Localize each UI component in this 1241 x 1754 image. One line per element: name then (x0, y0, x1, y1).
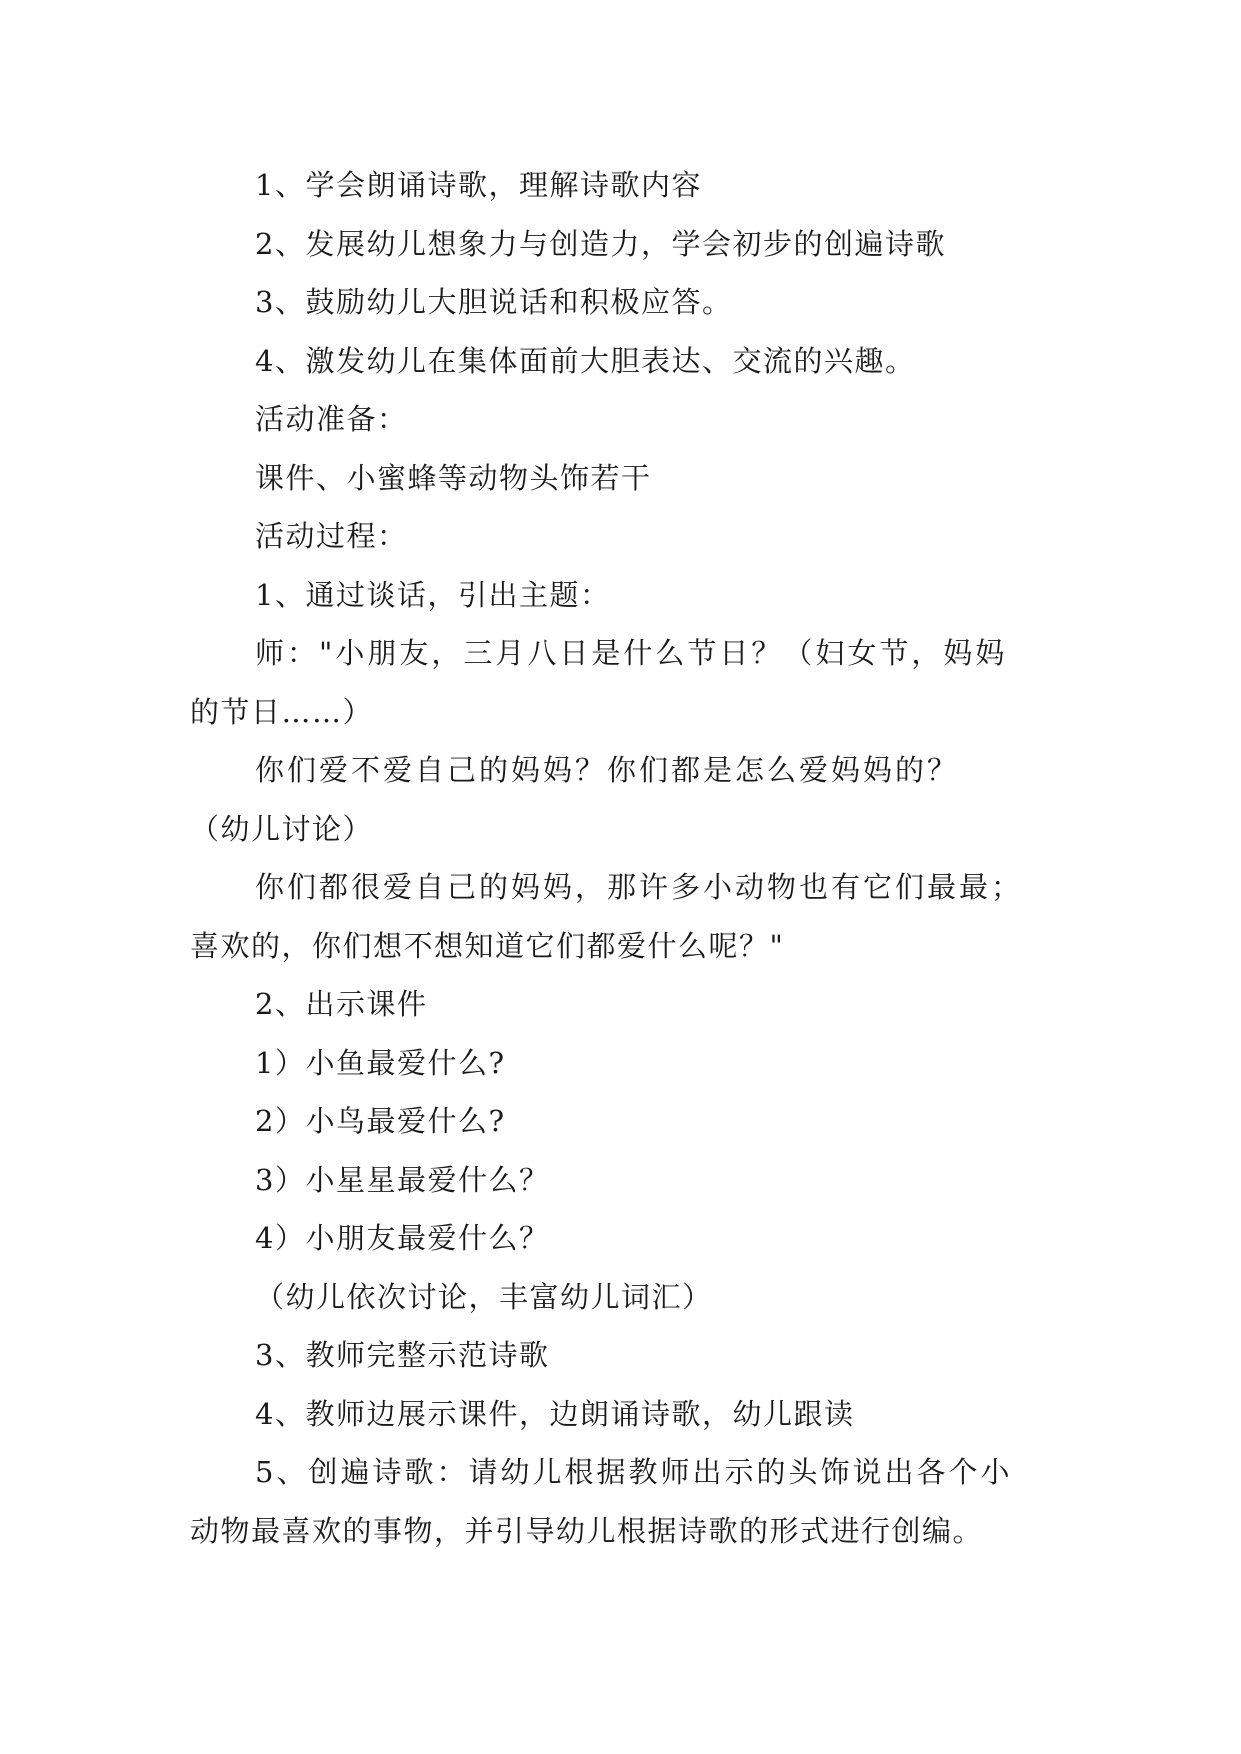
objective-3: 3、鼓励幼儿大胆说话和积极应答。 (255, 285, 733, 319)
step-5-line-1: 5、创遍诗歌：请幼儿根据教师出示的头饰说出各个小 (255, 1455, 1013, 1489)
section-heading-process: 活动过程： (255, 519, 408, 553)
question-child: 4）小朋友最爱什么？ (255, 1221, 550, 1255)
step-1-heading: 1、通过谈话，引出主题： (255, 578, 611, 612)
question-star: 3）小星星最爱什么？ (255, 1163, 550, 1197)
objective-2: 2、发展幼儿想象力与创造力，学会初步的创遍诗歌 (255, 227, 946, 261)
question-line-2: （幼儿讨论） (190, 812, 374, 846)
section-heading-preparation: 活动准备： (255, 402, 408, 436)
step-5-line-2: 动物最喜欢的事物，并引导幼儿根据诗歌的形式进行创编。 (190, 1514, 984, 1548)
question-line-1: 你们爱不爱自己的妈妈？你们都是怎么爱妈妈的？ (255, 753, 960, 787)
objective-4: 4、激发幼儿在集体面前大胆表达、交流的兴趣。 (255, 344, 916, 378)
objective-1: 1、学会朗诵诗歌，理解诗歌内容 (255, 168, 702, 202)
step-3-heading: 3、教师完整示范诗歌 (255, 1338, 550, 1372)
step-4-heading: 4、教师边展示课件，边朗诵诗歌，幼儿跟读 (255, 1397, 855, 1431)
step-2-heading: 2、出示课件 (255, 987, 428, 1021)
preparation-text: 课件、小蜜蜂等动物头饰若干 (255, 461, 652, 495)
dialogue-line-3: 你们都很爱自己的妈妈，那许多小动物也有它们最最； (255, 870, 1024, 904)
question-bird: 2）小鸟最爱什么? (255, 1104, 506, 1138)
teacher-dialogue-line-2: 的节日……） (190, 695, 374, 729)
teacher-dialogue-line-1: 师："小朋友，三月八日是什么节日？（妇女节，妈妈 (255, 636, 1008, 670)
discussion-note: （幼儿依次讨论，丰富幼儿词汇） (255, 1280, 713, 1314)
dialogue-line-4: 喜欢的，你们想不想知道它们都爱什么呢？" (190, 929, 785, 963)
question-fish: 1）小鱼最爱什么? (255, 1046, 506, 1080)
